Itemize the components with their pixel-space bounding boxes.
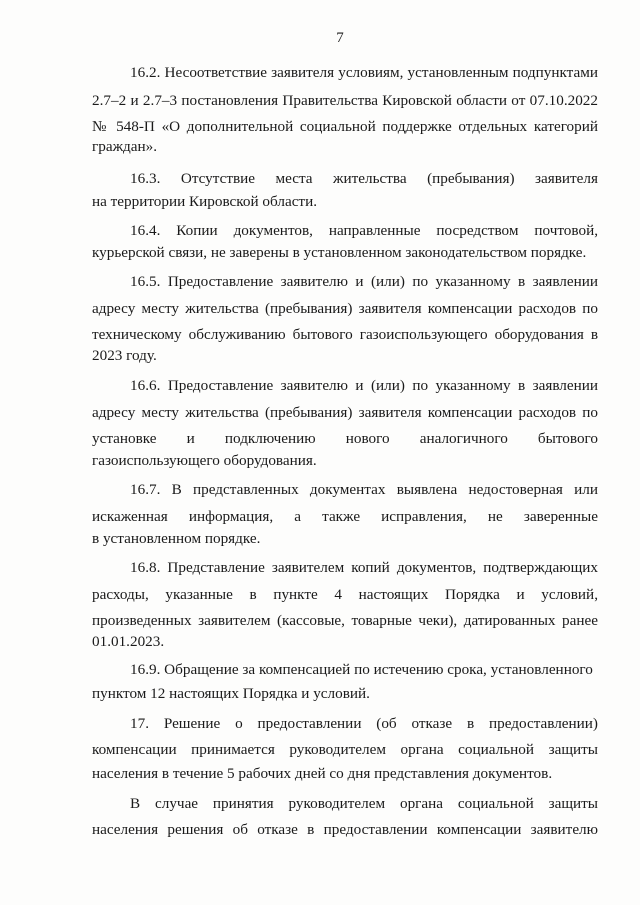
text-line: граждан». xyxy=(92,138,158,155)
text-line: 16.3. Отсутствие места жительства (пребывания) заявителя xyxy=(130,170,598,187)
text-line: В случае принятия руководителем органа социальной защиты xyxy=(130,795,598,812)
text-line: 2.7–2 и 2.7–3 постановления Правительства Кировской области от 07.10.2022 xyxy=(92,92,598,109)
text-line: расходы, указанные в пункте 4 настоящих Порядка и условий, xyxy=(92,586,598,603)
text-line: в установленном порядке. xyxy=(92,530,261,547)
text-line: установке и подключению нового аналогичного бытового xyxy=(92,430,598,447)
text-line: 17. Решение о предоставлении (об отказе в предоставлении) xyxy=(130,715,598,732)
text-line: искаженная информация, а также исправления, не заверенные xyxy=(92,508,598,525)
text-line: газоиспользующего оборудования. xyxy=(92,452,317,469)
text-line: произведенных заявителем (кассовые, товарные чеки), датированных ранее xyxy=(92,612,598,629)
text-line: 16.2. Несоответствие заявителя условиям, установленным подпунктами xyxy=(130,64,598,81)
text-line: 16.8. Представление заявителем копий документов, подтверждающих xyxy=(130,559,598,576)
text-line: адресу месту жительства (пребывания) заявителя компенсации расходов по xyxy=(92,404,598,421)
text-line: компенсации принимается руководителем органа социальной защиты xyxy=(92,741,598,758)
text-line: техническому обслуживанию бытового газоиспользующего оборудования в xyxy=(92,326,598,343)
text-line: курьерской связи, не заверены в установленном законодательством порядке. xyxy=(92,244,587,261)
text-line: адресу месту жительства (пребывания) заявителя компенсации расходов по xyxy=(92,300,598,317)
text-line: № 548-П «О дополнительной социальной поддержке отдельных категорий xyxy=(92,118,598,135)
text-line: пунктом 12 настоящих Порядка и условий. xyxy=(92,685,370,702)
text-line: 16.9. Обращение за компенсацией по истечению срока, установленного xyxy=(130,661,593,678)
text-line: 16.7. В представленных документах выявлена недостоверная или xyxy=(130,481,598,498)
text-line: населения в течение 5 рабочих дней со дня представления документов. xyxy=(92,765,553,782)
text-line: 01.01.2023. xyxy=(92,633,165,650)
page-number: 7 xyxy=(336,30,344,46)
text-line: населения решения об отказе в предоставлении компенсации заявителю xyxy=(92,821,598,838)
text-line: 2023 году. xyxy=(92,347,157,364)
text-line: 16.4. Копии документов, направленные посредством почтовой, xyxy=(130,222,598,239)
text-line: 16.5. Предоставление заявителю и (или) по указанному в заявлении xyxy=(130,273,598,290)
text-line: 16.6. Предоставление заявителю и (или) по указанному в заявлении xyxy=(130,377,598,394)
text-line: на территории Кировской области. xyxy=(92,193,317,210)
